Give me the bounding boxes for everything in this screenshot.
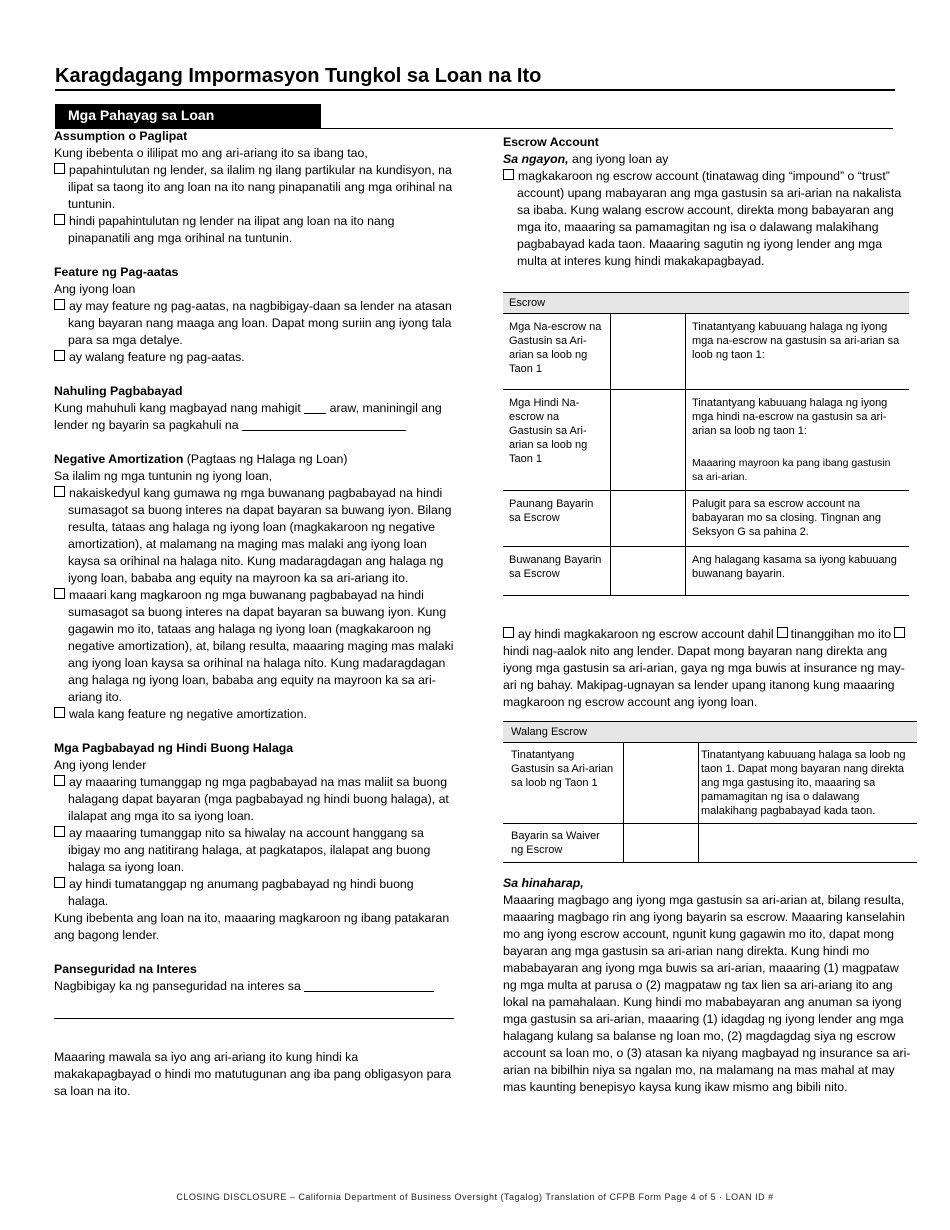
no-escrow-table-title: Walang Escrow xyxy=(503,722,917,743)
option-text: maaari kang magkaroon ng mga buwanang pagbabayad na hindi sumasagot sa buong interes na dapat bayaran sa buwang iyon. Kung gagawin mo ito, tataas ang halaga ng iyong loan (magkakaroon ng negative amortization), at, bilang resulta, maaaring maging mas malaki ang iyong loan kaysa sa orihinal na halaga nito. Kung madaragdagan ang halaga ng iyong loan, bababa ang equity na mayroon ka sa ari-ariang ito. xyxy=(68,588,454,704)
option-text: papahintulutan ng lender, sa ilalim ng ilang partikular na kundisyon, na ilipat sa taong ito ang loan na ito nang pinapanatili ang mga orihinal na tuntunin. xyxy=(68,163,453,211)
negam-heading-line xyxy=(54,451,454,468)
partial-heading: Mga Pagbabayad ng Hindi Buong Halaga xyxy=(54,741,294,755)
future-section xyxy=(503,875,913,1096)
assumption-heading: Assumption o Paglipat xyxy=(54,129,188,143)
no-escrow-section xyxy=(503,626,913,711)
security-interest-section xyxy=(54,961,454,1100)
late-payment-text xyxy=(54,400,454,434)
row-label: Tinatantyang Gastusin sa Ari-arian sa loob ng Taon 1 xyxy=(503,743,624,824)
no-escrow-text xyxy=(503,626,913,711)
checkbox[interactable] xyxy=(777,627,788,638)
assumption-option-allow xyxy=(54,162,454,213)
negative-amortization-section xyxy=(54,451,454,723)
checkbox[interactable] xyxy=(54,877,65,888)
late-payment-heading: Nahuling Pagbabayad xyxy=(54,384,183,398)
amount-cell[interactable] xyxy=(611,314,686,390)
partial-payments-section xyxy=(54,740,454,944)
no-escrow-text-a: ay hindi magkakaroon ng escrow account dahil xyxy=(518,627,774,641)
security-heading: Panseguridad na Interes xyxy=(54,962,197,976)
demand-option-none xyxy=(54,349,454,366)
negam-option-may xyxy=(54,587,454,706)
checkbox[interactable] xyxy=(54,775,65,786)
row-note: Maaaring mayroon ka pang ibang gastusin sa ari-arian. xyxy=(692,457,891,483)
row-description xyxy=(699,824,918,863)
no-escrow-text-c: hindi nag-aalok nito ang lender. Dapat mong bayaran nang direkta ang iyong mga gastusin sa ari-arian, gaya ng mga buwis at insurance ng may-ari ng bahay. Makipag-ugnayan sa lender upang itanong kung maaaring magkaroon ng escrow account ang iyong loan. xyxy=(503,644,905,709)
property-blank[interactable] xyxy=(304,979,434,992)
option-text: ay walang feature ng pag-aatas. xyxy=(69,350,245,364)
row-description: Tinatantyang kabuuang halaga ng iyong mga na-escrow na gastusin sa ari-arian sa loob ng taon 1: xyxy=(686,314,910,390)
assumption-option-deny xyxy=(54,213,454,247)
checkbox[interactable] xyxy=(54,214,65,225)
demand-option-has xyxy=(54,298,454,349)
negam-option-none xyxy=(54,706,454,723)
partial-intro: Ang iyong lender xyxy=(54,758,147,772)
escrow-now-label: Sa ngayon, xyxy=(503,152,569,166)
section-label: Mga Pahayag sa Loan xyxy=(55,104,321,128)
amount-cell[interactable] xyxy=(624,824,699,863)
negam-option-scheduled xyxy=(54,485,454,587)
amount-cell[interactable] xyxy=(611,491,686,547)
row-label: Bayarin sa Waiver ng Escrow xyxy=(503,824,624,863)
no-escrow-table xyxy=(503,721,917,863)
property-blank-line[interactable] xyxy=(54,1001,454,1019)
left-column xyxy=(54,128,454,1117)
partial-option-reject xyxy=(54,876,454,910)
checkbox[interactable] xyxy=(503,169,514,180)
assumption-section xyxy=(54,128,454,247)
table-row xyxy=(503,390,909,491)
row-description: Ang halagang kasama sa iyong kabuuang buwanang bayarin. xyxy=(686,547,910,596)
table-row xyxy=(503,314,909,390)
escrow-table xyxy=(503,292,909,596)
option-text: nakaiskedyul kang gumawa ng mga buwanang pagbabayad na hindi sumasagot sa buong interes na dapat bayaran sa buwang iyon. Bilang resulta, tataas ang halaga ng iyong loan (magkakaroon ng negative amortization), at malamang na maging mas malaki ang iyong loan kaysa sa orihinal na halaga nito. Kung madaragdagan ang halaga ng iyong loan, bababa ang equity na mayroon ka sa ari-ariang ito. xyxy=(68,486,452,585)
negam-heading: Negative Amortization xyxy=(54,452,184,466)
right-column xyxy=(503,134,913,1096)
escrow-now-text: ang iyong loan ay xyxy=(568,152,669,166)
row-label: Mga Hindi Na-escrow na Gastusin sa Ari-arian sa loob ng Taon 1 xyxy=(503,390,611,491)
option-text: ay hindi tumatanggap ng anumang pagbabayad ng hindi buong halaga. xyxy=(68,877,414,908)
escrow-heading: Escrow Account xyxy=(503,135,599,149)
future-text: Maaaring magbago ang iyong mga gastusin sa ari-arian at, bilang resulta, maaaring magbago rin ang iyong bayarin sa escrow. Maaaring kanselahin mo ang iyong escrow account, ngunit kung gagawin mo ito, dapat mong bayaran ang mga gastusin sa ari-arian nang direkta. Kung hindi mo mababayaran ang iyong mga buwis sa ari-arian, maaaring (1) magpataw ng mga multa at parusa o (2) magpataw ng tax lien sa ari-ariang ito ang lokal na pamahalaan. Kung hindi mo mababayaran ang anuman sa iyong mga gastusin sa ari-arian, maaaring (1) idagdag ng iyong lender ang mga halagang kulang sa balanse ng loan mo, (2) magdagdag siya ng escrow account sa loan mo, o (3) atasan ka niyang magbayad ng insurance sa ari-arian na bibilhin niya sa ngalan mo, na malamang na mas mahal at may mas kaunting benepisyo kaysa kung ikaw mismo ang bibili nito. xyxy=(503,893,911,1094)
checkbox[interactable] xyxy=(503,627,514,638)
no-escrow-text-b: tinanggihan mo ito xyxy=(790,627,892,641)
escrow-table-header xyxy=(503,293,909,314)
option-text: magkakaroon ng escrow account (tinatawag ding “impound” o “trust” account) upang mabayaran ang mga gastusin sa ari-arian na nakalista sa ibaba. Kung walang escrow account, direkta mong babayaran ang mga ito, maaaring sa pamamagitan ng isa o dalawang malakihang pagbabayad kada taon. Maaaring sagutin ng iyong lender ang mga multa at interes kung hindi makakapagbayad. xyxy=(517,169,902,268)
late-text-1: Kung mahuhuli kang magbayad nang mahigit xyxy=(54,401,301,415)
fee-blank[interactable] xyxy=(242,418,406,431)
checkbox[interactable] xyxy=(54,163,65,174)
option-text: ay maaaring tumanggap nito sa hiwalay na account hanggang sa ibigay mo ang natitirang halaga, at pagkatapos, ilalapat ang buong halaga sa iyong loan. xyxy=(68,826,431,874)
days-blank[interactable] xyxy=(304,401,326,414)
page-footer: CLOSING DISCLOSURE – California Department of Business Oversight (Tagalog) Translation of CFPB Form Page 4 of 5 · LOAN ID # xyxy=(176,1192,774,1202)
escrow-option-will-have xyxy=(503,168,913,270)
checkbox[interactable] xyxy=(894,627,905,638)
row-label: Paunang Bayarin sa Escrow xyxy=(503,491,611,547)
row-description: Tinatantyang kabuuang halaga ng iyong mga hindi na-escrow na gastusin sa ari-arian sa loob ng taon 1: xyxy=(692,397,888,437)
table-row xyxy=(503,547,909,596)
row-description-cell xyxy=(686,390,910,491)
future-heading: Sa hinaharap, xyxy=(503,876,584,890)
table-row xyxy=(503,824,917,863)
row-label: Buwanang Bayarin sa Escrow xyxy=(503,547,611,596)
checkbox[interactable] xyxy=(54,588,65,599)
table-row xyxy=(503,491,909,547)
checkbox[interactable] xyxy=(54,826,65,837)
demand-intro: Ang iyong loan xyxy=(54,282,136,296)
no-escrow-table-header xyxy=(503,722,917,743)
checkbox[interactable] xyxy=(54,350,65,361)
row-description: Tinatantyang kabuuang halaga sa loob ng taon 1. Dapat mong bayaran nang direkta ang mga gastusing ito, maaaring sa pamamagitan ng isa o dalawang malakihang pagbabayad kada taon. xyxy=(699,743,918,824)
assumption-intro: Kung ibebenta o ililipat mo ang ari-ariang ito sa ibang tao, xyxy=(54,146,368,160)
security-outro: Maaaring mawala sa iyo ang ari-ariang ito kung hindi ka makakapagbayad o hindi mo matutugunan ang iba pang obligasyon para sa loan na ito. xyxy=(54,1050,452,1098)
escrow-account-section xyxy=(503,134,913,270)
row-description: Palugit para sa escrow account na babayaran mo sa closing. Tingnan ang Seksyon G sa pahina 2. xyxy=(686,491,910,547)
amount-cell[interactable] xyxy=(624,743,699,824)
checkbox[interactable] xyxy=(54,299,65,310)
option-text: hindi papahintulutan ng lender na ilipat ang loan na ito nang pinapanatili ang mga orihinal na tuntunin. xyxy=(68,214,395,245)
partial-option-hold xyxy=(54,825,454,876)
security-text-line xyxy=(54,978,454,995)
escrow-now-line xyxy=(503,151,913,168)
amount-cell[interactable] xyxy=(611,390,686,491)
option-text: ay may feature ng pag-aatas, na nagbibigay-daan sa lender na atasan kang bayaran nang maaga ang loan. Dapat mong suriin ang iyong tala para sa mga detalye. xyxy=(68,299,452,347)
partial-outro: Kung ibebenta ang loan na ito, maaaring magkaroon ng ibang patakaran ang bagong lender. xyxy=(54,911,450,942)
amount-cell[interactable] xyxy=(611,547,686,596)
option-text: ay maaaring tumanggap ng mga pagbabayad na mas maliit sa buong halagang dapat bayaran (mga pagbabayad ng hindi buong halaga), at ilalapat ang mga ito sa iyong loan. xyxy=(68,775,449,823)
demand-heading: Feature ng Pag-aatas xyxy=(54,265,179,279)
page-title: Karagdagang Impormasyon Tungkol sa Loan na Ito xyxy=(55,64,895,91)
late-payment-section xyxy=(54,383,454,434)
row-label: Mga Na-escrow na Gastusin sa Ari-arian sa loob ng Taon 1 xyxy=(503,314,611,390)
option-text: wala kang feature ng negative amortization. xyxy=(69,707,307,721)
late-text-2: araw, maniningil ang lender ng bayarin sa pagkahuli na xyxy=(54,401,442,432)
section-bar xyxy=(55,104,893,129)
checkbox[interactable] xyxy=(54,707,65,718)
negam-heading-sub: (Pagtaas ng Halaga ng Loan) xyxy=(183,452,348,466)
demand-section xyxy=(54,264,454,366)
table-row xyxy=(503,743,917,824)
negam-intro: Sa ilalim ng mga tuntunin ng iyong loan, xyxy=(54,469,273,483)
partial-option-accept xyxy=(54,774,454,825)
escrow-table-title: Escrow xyxy=(503,293,909,314)
security-text: Nagbibigay ka ng panseguridad na interes sa xyxy=(54,979,301,993)
checkbox[interactable] xyxy=(54,486,65,497)
